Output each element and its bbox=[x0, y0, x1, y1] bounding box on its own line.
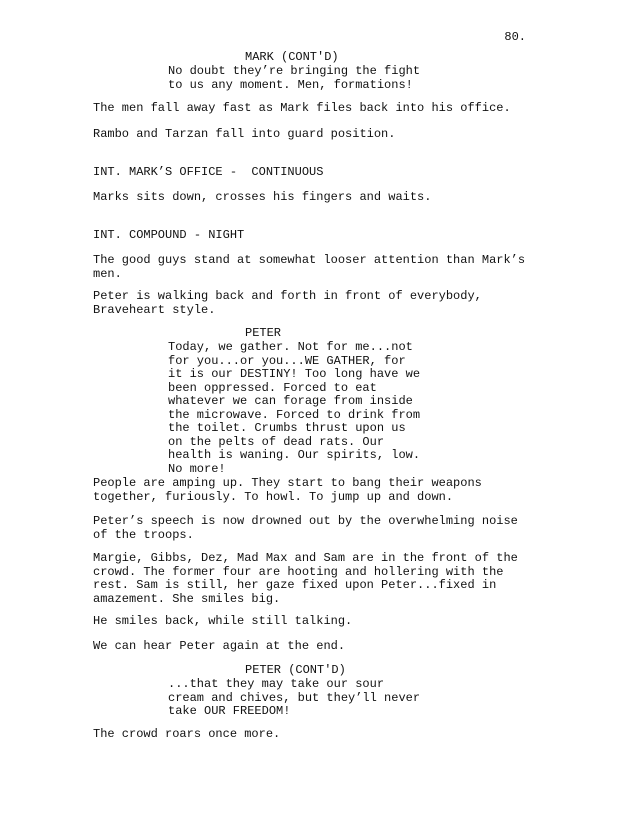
character-cue: PETER bbox=[245, 326, 282, 340]
character-cue: PETER (CONT'D) bbox=[245, 663, 346, 677]
action-line: The crowd roars once more. bbox=[93, 727, 281, 741]
action-line: People are amping up. They start to bang their weapons together, furiously. To howl. To jump up and down. bbox=[93, 476, 482, 504]
scene-heading: INT. COMPOUND - NIGHT bbox=[93, 228, 245, 242]
action-line: He smiles back, while still talking. bbox=[93, 614, 353, 628]
action-line: Marks sits down, crosses his fingers and waits. bbox=[93, 190, 432, 204]
scene-heading: INT. MARK’S OFFICE - CONTINUOUS bbox=[93, 165, 324, 179]
action-line: Peter’s speech is now drowned out by the overwhelming noise of the troops. bbox=[93, 514, 518, 542]
action-line: The men fall away fast as Mark files back into his office. bbox=[93, 101, 511, 115]
character-cue: MARK (CONT'D) bbox=[245, 50, 339, 64]
action-line: We can hear Peter again at the end. bbox=[93, 639, 346, 653]
dialogue: Today, we gather. Not for me...not for you...or you...WE GATHER, for it is our DESTINY! Too long have we been oppressed. Forced to eat whatever we can forage from inside the microwave. Forced to drink from the toilet. Crumbs thrust upon us on the pelts of dead rats. Our health is waning. Our spirits, low. No more! bbox=[168, 340, 421, 476]
action-line: Rambo and Tarzan fall into guard position. bbox=[93, 127, 396, 141]
dialogue: No doubt they’re bringing the fight to us any moment. Men, formations! bbox=[168, 64, 421, 92]
action-line: Margie, Gibbs, Dez, Mad Max and Sam are in the front of the crowd. The former four are hooting and hollering with the rest. Sam is still, her gaze fixed upon Peter...fixed in amazement. She smiles big. bbox=[93, 551, 518, 606]
action-line: Peter is walking back and forth in front of everybody, Braveheart style. bbox=[93, 289, 482, 317]
page-number: 80. bbox=[504, 30, 526, 44]
action-line: The good guys stand at somewhat looser attention than Mark’s men. bbox=[93, 253, 526, 281]
dialogue: ...that they may take our sour cream and chives, but they’ll never take OUR FREEDOM! bbox=[168, 677, 421, 718]
